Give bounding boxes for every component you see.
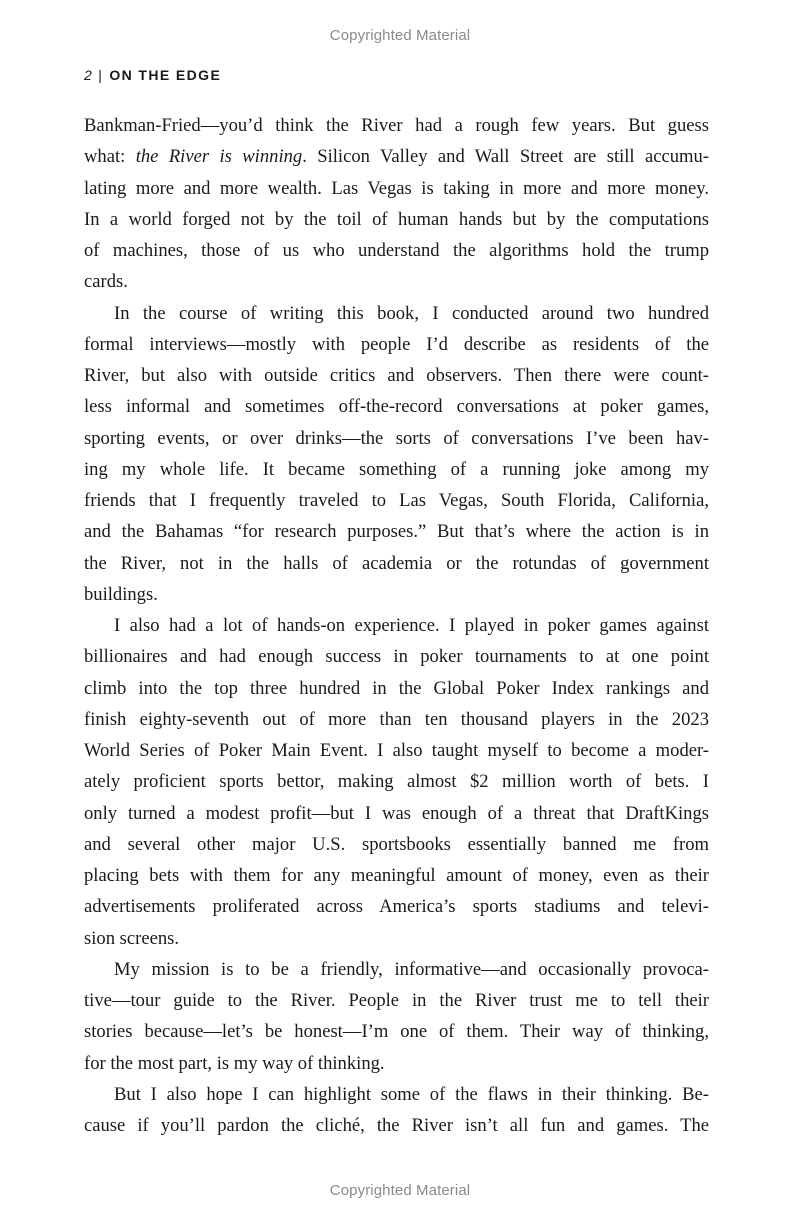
text-line: ately proficient sports bettor, making almost $2 million worth of bets. I xyxy=(84,771,709,793)
text-line: and several other major U.S. sportsbooks essentially banned me from xyxy=(84,833,709,855)
text-line: of machines, those of us who understand the algorithms hold the trump xyxy=(84,240,709,261)
text-line: advertisements proliferated across America’s sports stadiums and televi- xyxy=(84,896,709,918)
text-line: tive—tour guide to the River. People in the River trust me to tell their xyxy=(84,990,709,1011)
text-line: River, but also with outside critics and observers. Then there were count- xyxy=(84,365,709,386)
text-line: formal interviews—mostly with people I’d describe as residents of the xyxy=(84,333,709,355)
text-run: . Silicon Valley and Wall Street are still accumu- xyxy=(302,146,710,168)
text-line: But I also hope I can highlight some of the flaws in their thinking. Be- xyxy=(114,1083,709,1105)
text-line: sion screens. xyxy=(84,927,180,949)
text-line: I also had a lot of hands-on experience. I played in poker games against xyxy=(114,615,709,636)
text-line: cards. xyxy=(84,271,128,293)
text-line: In a world forged not by the toil of human hands but by the computations xyxy=(84,208,709,230)
text-line: and the Bahamas “for research purposes.” But that’s where the action is in xyxy=(84,521,709,543)
text-line: the River, not in the halls of academia or the rotundas of government xyxy=(84,552,709,574)
header-separator: | xyxy=(98,67,104,83)
text-line: World Series of Poker Main Event. I also taught myself to become a moder- xyxy=(84,740,709,761)
text-line: friends that I frequently traveled to Las Vegas, South Florida, California, xyxy=(84,490,709,511)
text-line: ing my whole life. It became something of a running joke among my xyxy=(84,458,709,480)
text-line: for the most part, is my way of thinking. xyxy=(84,1052,385,1074)
text-line: In the course of writing this book, I conducted around two hundred xyxy=(114,302,709,324)
running-header xyxy=(84,67,221,83)
text-line: Bankman-Fried—you’d think the River had a rough few years. But guess xyxy=(84,115,709,136)
text-line xyxy=(84,141,709,172)
text-line: cause if you’ll pardon the cliché, the River isn’t all fun and games. The xyxy=(84,1115,709,1136)
text-line: finish eighty-seventh out of more than ten thousand players in the 2023 xyxy=(84,708,709,730)
page-number: 2 xyxy=(84,67,93,83)
book-title: ON THE EDGE xyxy=(109,67,222,83)
body-text xyxy=(84,110,709,1141)
text-line: lating more and more wealth. Las Vegas is taking in more and more money. xyxy=(84,177,709,199)
text-line: buildings. xyxy=(84,583,158,605)
text-line: My mission is to be a friendly, informative—and occasionally provoca- xyxy=(114,958,709,980)
text-line: only turned a modest profit—but I was enough of a threat that DraftKings xyxy=(84,802,709,824)
text-run: what: xyxy=(84,146,136,168)
text-line: climb into the top three hundred in the Global Poker Index rankings and xyxy=(84,677,709,699)
text-line: placing bets with them for any meaningful amount of money, even as their xyxy=(84,865,709,886)
text-line: stories because—let’s be honest—I’m one of them. Their way of thinking, xyxy=(84,1021,709,1043)
copyright-watermark-bottom: Copyrighted Material xyxy=(329,1182,471,1199)
emphasis-run: the River is winning xyxy=(135,146,303,168)
text-line: less informal and sometimes off-the-record conversations at poker games, xyxy=(84,396,709,418)
text-line: billionaires and had enough success in poker tournaments to at one point xyxy=(84,646,709,668)
text-line: sporting events, or over drinks—the sorts of conversations I’ve been hav- xyxy=(84,427,709,449)
copyright-watermark-top: Copyrighted Material xyxy=(329,27,471,44)
